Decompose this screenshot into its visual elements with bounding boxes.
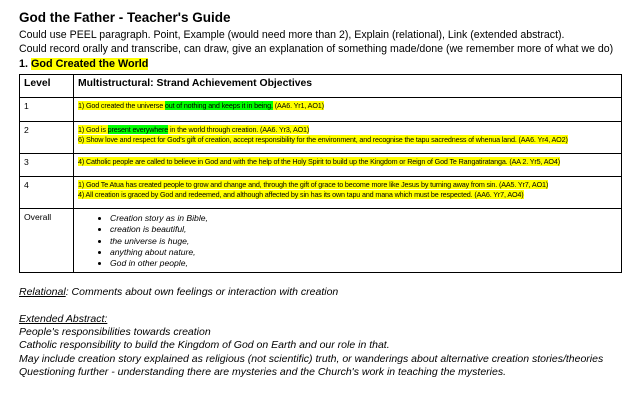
- header-objectives: Multistructural: Strand Achievement Objectives: [74, 75, 622, 98]
- objective-line: [78, 101, 617, 111]
- objective-ref: (AA6. Yr1, AO1): [272, 101, 324, 110]
- level-cell: 3: [20, 154, 74, 177]
- objectives-table: [19, 74, 622, 273]
- list-item: • the universe is huge,: [110, 236, 617, 247]
- list-item: • Creation story as in Bible,: [110, 213, 617, 224]
- extended-line: People's responsibilities towards creation: [19, 326, 211, 339]
- page-title: God the Father - Teacher's Guide: [19, 10, 231, 25]
- relational-label: Relational: [19, 286, 66, 298]
- table-header-row: [20, 75, 622, 98]
- relational-note: [19, 286, 338, 298]
- extended-line: Questioning further - understanding there are mysteries and the Church's work in teaching the mysteries.: [19, 365, 506, 378]
- objective-line: [78, 157, 617, 167]
- section-heading: [19, 58, 148, 70]
- table-row: [20, 98, 622, 122]
- objectives-cell: [74, 98, 622, 122]
- table-row: [20, 122, 622, 154]
- section-number: 1.: [19, 58, 32, 70]
- level-cell-overall: Overall: [20, 209, 74, 273]
- objectives-cell: [74, 154, 622, 177]
- intro-line-2: Could record orally and transcribe, can draw, give an explanation of something made/done (we remember more of what we do): [19, 43, 614, 55]
- section-title: God Created the World: [31, 58, 149, 70]
- objective-key-phrase: out of nothing and keeps it in being.: [164, 101, 273, 110]
- objectives-cell: [74, 122, 622, 154]
- list-item: • anything about nature,: [110, 247, 617, 258]
- intro-line-1: Could use PEEL paragraph. Point, Example (would need more than 2), Explain (relational), Link (extended abstract).: [19, 29, 565, 41]
- objective-line: [78, 125, 617, 135]
- extended-line: May include creation story explained as religious (not scientific) truth, or wanderings about alternative creation stories/theories: [19, 352, 604, 365]
- overall-bullet-list: [78, 213, 617, 269]
- objective-text: 1) God created the universe: [78, 101, 165, 110]
- objective-key-phrase: present everywhere: [107, 125, 169, 134]
- objective-line: [78, 190, 617, 200]
- header-level: Level: [20, 75, 74, 98]
- table-row-overall: [20, 209, 622, 273]
- extended-line: Catholic responsibility to build the Kingdom of God on Earth and our role in that.: [19, 339, 390, 352]
- table-row: [20, 154, 622, 177]
- objectives-cell: [74, 177, 622, 209]
- objective-line: [78, 135, 617, 145]
- table-row: [20, 177, 622, 209]
- overall-cell: [74, 209, 622, 273]
- extended-label: Extended Abstract:: [19, 313, 108, 325]
- objective-text: 1) God is: [78, 125, 108, 134]
- objective-ref: in the world through creation. (AA6. Yr3, AO1): [168, 125, 310, 134]
- level-cell: 4: [20, 177, 74, 209]
- level-cell: 1: [20, 98, 74, 122]
- objective-line: [78, 180, 617, 190]
- objective-text: 1) God Te Atua has created people to grow and change and, through the gift of grace to become more like Jesus by turning away from sin. (AA5. Yr7, AO1): [78, 180, 549, 189]
- objective-text: 4) All creation is graced by God and redeemed, and although affected by sin has its own tapu and mana which must be respected. (AA6. Yr7, AO4): [78, 189, 524, 199]
- objective-text: 6) Show love and respect for God's gift of creation, accept responsibility for the environment, and recognise the tapu sacredness of whenua land. (AA6. Yr4, AO2): [78, 134, 568, 144]
- relational-text: : Comments about own feelings or interaction with creation: [65, 286, 339, 298]
- extended-abstract: [19, 313, 603, 379]
- list-item: • creation is beautiful,: [110, 224, 617, 235]
- level-cell: 2: [20, 122, 74, 154]
- objective-text: 4) Catholic people are called to believe in God and with the help of the Holy Spirit to build up the Kingdom or Reign of God Te Rangatiratanga. (AA 2. Yr5, AO4): [78, 157, 560, 166]
- list-item: • God in other people,: [110, 258, 617, 269]
